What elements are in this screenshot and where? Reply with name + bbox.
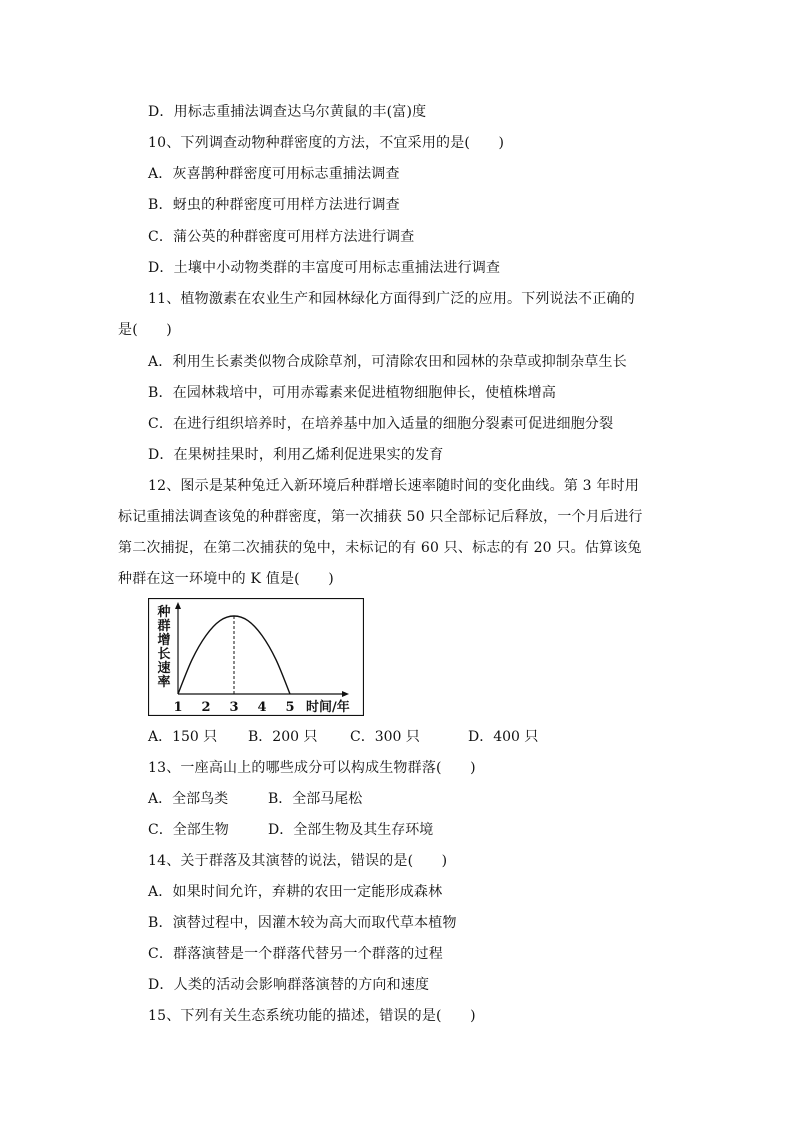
- q15-stem: 15、下列有关生态系统功能的描述，错误的是( ): [148, 1008, 476, 1024]
- q14-option-c: C．群落演替是一个群落代替另一个群落的过程: [148, 946, 443, 962]
- q10-option-d: D．土壤中小动物类群的丰富度可用标志重捕法进行调查: [148, 260, 501, 276]
- q13-options-row1: [148, 789, 448, 809]
- chart-frame: [149, 599, 364, 716]
- y-axis-label: [156, 604, 171, 690]
- y-axis-label-char: 速: [157, 661, 171, 676]
- q12-option-b: B．200 只: [248, 729, 318, 745]
- q13-option-c: C．全部生物: [148, 822, 229, 838]
- q10-option-a: A．灰喜鹊种群密度可用标志重捕法调查: [148, 166, 400, 182]
- growth-rate-chart-svg: [148, 598, 364, 716]
- y-axis-label-char: 率: [157, 675, 171, 690]
- x-tick-label: 4: [257, 700, 267, 715]
- x-tick-label: 3: [229, 700, 239, 715]
- q11-option-c: C．在进行组织培养时，在培养基中加入适量的细胞分裂素可促进细胞分裂: [148, 416, 614, 432]
- q13-option-a: A．全部鸟类: [148, 791, 229, 807]
- q9-option-d: D．用标志重捕法调查达乌尔黄鼠的丰(富)度: [148, 104, 427, 120]
- q10-option-b: B．蚜虫的种群密度可用样方法进行调查: [148, 197, 400, 213]
- x-tick-label: 1: [173, 700, 183, 715]
- q12-option-a: A．150 只: [148, 729, 218, 745]
- q12-option-d: D．400 只: [468, 729, 539, 745]
- q13-option-d: D．全部生物及其生存环境: [268, 822, 434, 838]
- q12-stem-cont-3: 种群在这一环境中的 K 值是( ): [118, 571, 334, 587]
- x-axis-label: 时间/年: [306, 700, 350, 715]
- q14-stem: 14、关于群落及其演替的说法，错误的是( ): [148, 853, 448, 869]
- q14-option-d: D．人类的活动会影响群落演替的方向和速度: [148, 977, 430, 993]
- q13-option-b: B．全部马尾松: [268, 791, 363, 807]
- growth-rate-chart: [148, 598, 364, 716]
- q12-stem: 12、图示是某种兔迁入新环境后种群增长速率随时间的变化曲线。第 3 年时用: [148, 478, 640, 494]
- q11-stem-cont: 是( ): [118, 322, 172, 338]
- x-tick-label: 5: [285, 700, 295, 715]
- y-axis-label-char: 增: [157, 633, 171, 648]
- y-axis-label-char: 种: [157, 605, 171, 620]
- q11-stem: 11、植物激素在农业生产和园林绿化方面得到广泛的应用。下列说法不正确的: [148, 291, 635, 307]
- q10-stem: 10、下列调查动物种群密度的方法，不宜采用的是( ): [148, 135, 505, 151]
- q12-stem-cont-1: 标记重捕法调查该兔的种群密度，第一次捕获 50 只全部标记后释放，一个月后进行: [118, 509, 643, 525]
- x-tick-label: 2: [201, 700, 211, 715]
- q11-option-a: A．利用生长素类似物合成除草剂，可清除农田和园林的杂草或抑制杂草生长: [148, 354, 627, 370]
- q10-option-c: C．蒲公英的种群密度可用样方法进行调查: [148, 229, 415, 245]
- q13-stem: 13、一座高山上的哪些成分可以构成生物群落( ): [148, 760, 476, 776]
- q11-option-d: D．在果树挂果时，利用乙烯利促进果实的发育: [148, 447, 444, 463]
- q12-stem-cont-2: 第二次捕捉，在第二次捕获的兔中，未标记的有 60 只、标志的有 20 只。估算该兔: [118, 540, 642, 556]
- q13-options-row2: [148, 820, 488, 840]
- y-axis-label-char: 群: [157, 619, 171, 634]
- y-axis-label-char: 长: [157, 647, 171, 662]
- q12-option-c: C．300 只: [350, 729, 420, 745]
- q12-options: [148, 727, 568, 747]
- q14-option-a: A．如果时间允许，弃耕的农田一定能形成森林: [148, 884, 443, 900]
- q14-option-b: B．演替过程中，因灌木较为高大而取代草本植物: [148, 915, 457, 931]
- q11-option-b: B．在园林栽培中，可用赤霉素来促进植物细胞伸长，使植株增高: [148, 385, 557, 401]
